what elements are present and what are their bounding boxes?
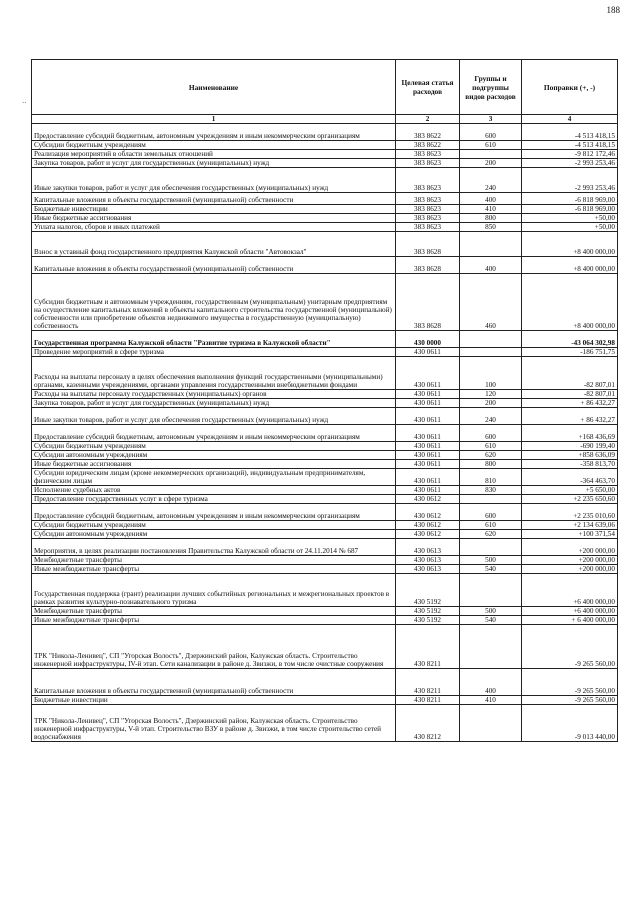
row-expense-group: 540: [460, 565, 522, 574]
row-name: Предоставление субсидий бюджетным, автономным учреждениям и иным некоммерческим организациям: [32, 425, 396, 442]
row-name: Субсидии автономным учреждениям: [32, 530, 396, 539]
row-name: Капитальные вложения в объекты государственной (муниципальной) собственности: [32, 193, 396, 205]
row-amount: -82 807,01: [522, 357, 618, 390]
row-amount: -2 993 253,46: [522, 168, 618, 193]
column-number: 2: [396, 115, 460, 124]
header-group: Группы и подгруппы видов расходов: [460, 60, 522, 115]
row-target-code: 430 0612: [396, 504, 460, 521]
header-amount: Поправки (+, -): [522, 60, 618, 115]
table-row: [32, 274, 618, 331]
row-expense-group: 120: [460, 390, 522, 399]
page-number: 188: [606, 5, 620, 15]
row-expense-group: [460, 495, 522, 504]
row-target-code: 430 0611: [396, 460, 460, 469]
row-target-code: 430 8211: [396, 669, 460, 696]
row-name: Субсидии юридическим лицам (кроме некоммерческих организаций), индивидуальным предпринимателям, физическим лицам: [32, 469, 396, 486]
row-name: Иные межбюджетные трансферты: [32, 616, 396, 625]
row-amount: +50,00: [522, 214, 618, 223]
row-name: Иные межбюджетные трансферты: [32, 565, 396, 574]
table-row: [32, 530, 618, 539]
row-target-code: 383 8628: [396, 274, 460, 331]
row-expense-group: 200: [460, 159, 522, 168]
table-row: [32, 705, 618, 742]
row-name: Бюджетные инвестиции: [32, 205, 396, 214]
row-target-code: 430 0611: [396, 408, 460, 425]
table-row: [32, 159, 618, 168]
row-name: Предоставление субсидий бюджетным, автономным учреждениям и иным некоммерческим организациям: [32, 124, 396, 141]
table-row: [32, 205, 618, 214]
row-amount: +200 000,00: [522, 565, 618, 574]
table-row: [32, 504, 618, 521]
row-amount: +8 400 000,00: [522, 257, 618, 274]
row-expense-group: [460, 348, 522, 357]
row-name: Реализация мероприятий в области земельных отношений: [32, 150, 396, 159]
row-name: ТРК "Никола-Ленивец", СП "Угорская Волость", Дзержинский район, Калужская область. Строительство инженерной инфраструктуры, V-й этап. Строительство ВЗУ в районе д. Звизжи, в том числе строительство сетей водоснабжения: [32, 705, 396, 742]
row-amount: -6 818 969,00: [522, 193, 618, 205]
row-expense-group: 830: [460, 486, 522, 495]
table-body: [32, 124, 618, 742]
table-row: [32, 390, 618, 399]
table-row: [32, 348, 618, 357]
budget-amendments-table: [31, 59, 618, 742]
row-expense-group: 810: [460, 469, 522, 486]
row-name: Исполнение судебных актов: [32, 486, 396, 495]
row-target-code: 430 0612: [396, 530, 460, 539]
row-expense-group: 400: [460, 193, 522, 205]
row-expense-group: 410: [460, 205, 522, 214]
row-target-code: 383 8623: [396, 193, 460, 205]
row-expense-group: 100: [460, 357, 522, 390]
row-name: Иные бюджетные ассигнования: [32, 214, 396, 223]
row-amount: +168 436,69: [522, 425, 618, 442]
row-target-code: 430 0611: [396, 425, 460, 442]
column-number: 3: [460, 115, 522, 124]
row-expense-group: 600: [460, 124, 522, 141]
row-name: Межбюджетные трансферты: [32, 607, 396, 616]
table-row: [32, 565, 618, 574]
row-target-code: 430 0000: [396, 331, 460, 348]
row-amount: +2 235 010,60: [522, 504, 618, 521]
table-row: [32, 669, 618, 696]
row-amount: -4 513 418,15: [522, 141, 618, 150]
row-target-code: 430 0611: [396, 390, 460, 399]
row-target-code: 383 8628: [396, 257, 460, 274]
row-expense-group: [460, 625, 522, 669]
row-name: Закупка товаров, работ и услуг для государственных (муниципальных) нужд: [32, 159, 396, 168]
row-target-code: 383 8622: [396, 141, 460, 150]
row-expense-group: [460, 574, 522, 607]
table-row: [32, 469, 618, 486]
row-expense-group: 800: [460, 214, 522, 223]
row-amount: +200 000,00: [522, 539, 618, 556]
table-row: [32, 696, 618, 705]
row-expense-group: 400: [460, 669, 522, 696]
column-number: 1: [32, 115, 396, 124]
row-amount: -9 265 560,00: [522, 696, 618, 705]
row-name: Иные закупки товаров, работ и услуг для обеспечения государственных (муниципальных) нужд: [32, 408, 396, 425]
row-amount: -9 812 172,46: [522, 150, 618, 159]
row-amount: +50,00: [522, 223, 618, 232]
row-target-code: 430 0611: [396, 357, 460, 390]
row-name: Иные закупки товаров, работ и услуг для обеспечения государственных (муниципальных) нужд: [32, 168, 396, 193]
row-target-code: 430 8212: [396, 705, 460, 742]
row-name: Проведение мероприятий в сфере туризма: [32, 348, 396, 357]
row-target-code: 383 8628: [396, 232, 460, 257]
table-row: [32, 141, 618, 150]
table-row: [32, 425, 618, 442]
table-row: [32, 357, 618, 390]
row-expense-group: [460, 150, 522, 159]
row-expense-group: 460: [460, 274, 522, 331]
header-code: Целевая статья расходов: [396, 60, 460, 115]
row-expense-group: 610: [460, 442, 522, 451]
row-amount: -2 993 253,46: [522, 159, 618, 168]
row-amount: +8 400 000,00: [522, 232, 618, 257]
table-header-row: [32, 60, 618, 115]
table-row: [32, 451, 618, 460]
table-row: [32, 124, 618, 141]
table-row: [32, 486, 618, 495]
row-amount: +100 371,54: [522, 530, 618, 539]
table-row: [32, 616, 618, 625]
row-target-code: 430 5192: [396, 616, 460, 625]
row-target-code: 430 5192: [396, 574, 460, 607]
row-name: Субсидии автономным учреждениям: [32, 451, 396, 460]
row-target-code: 430 0612: [396, 495, 460, 504]
row-expense-group: 850: [460, 223, 522, 232]
row-amount: -358 813,70: [522, 460, 618, 469]
row-amount: -4 513 418,15: [522, 124, 618, 141]
row-amount: -186 751,75: [522, 348, 618, 357]
table-row: [32, 495, 618, 504]
row-name: Субсидии бюджетным учреждениям: [32, 442, 396, 451]
row-target-code: 430 0611: [396, 399, 460, 408]
table-row: [32, 214, 618, 223]
row-amount: +2 134 639,06: [522, 521, 618, 530]
row-expense-group: 540: [460, 616, 522, 625]
table-row: [32, 399, 618, 408]
table-row: [32, 625, 618, 669]
row-target-code: 430 0611: [396, 469, 460, 486]
row-amount: +5 650,00: [522, 486, 618, 495]
table-row: [32, 408, 618, 425]
row-expense-group: [460, 232, 522, 257]
row-expense-group: 500: [460, 607, 522, 616]
row-expense-group: 620: [460, 451, 522, 460]
header-name: Наименование: [32, 60, 396, 115]
row-target-code: 383 8623: [396, 159, 460, 168]
row-name: Иные бюджетные ассигнования: [32, 460, 396, 469]
table-row: [32, 607, 618, 616]
row-name: Государственная программа Калужской области "Развитие туризма в Калужской области": [32, 331, 396, 348]
row-expense-group: 500: [460, 556, 522, 565]
row-expense-group: 620: [460, 530, 522, 539]
row-name: Капитальные вложения в объекты государственной (муниципальной) собственности: [32, 257, 396, 274]
row-name: ТРК "Никола-Ленивец", СП "Угорская Волость", Дзержинский район, Калужская область. Строительство инженерной инфраструктуры, IV-й этап. Сети канализации в районе д. Звизжи, в том числе очистные сооружения: [32, 625, 396, 669]
table-row: [32, 232, 618, 257]
row-name: Капитальные вложения в объекты государственной (муниципальной) собственности: [32, 669, 396, 696]
row-name: Государственная поддержка (грант) реализации лучших событийных региональных и межрегиональных проектов в рамках развития культурно-познавательного туризма: [32, 574, 396, 607]
row-target-code: 383 8623: [396, 205, 460, 214]
column-number: 4: [522, 115, 618, 124]
row-expense-group: 610: [460, 141, 522, 150]
row-amount: + 86 432,27: [522, 408, 618, 425]
row-target-code: 430 0613: [396, 556, 460, 565]
table-row: [32, 442, 618, 451]
table-row: [32, 331, 618, 348]
row-expense-group: 610: [460, 521, 522, 530]
row-expense-group: [460, 331, 522, 348]
row-target-code: 430 0611: [396, 451, 460, 460]
row-target-code: 383 8623: [396, 168, 460, 193]
row-target-code: 430 8211: [396, 625, 460, 669]
row-target-code: 430 5192: [396, 607, 460, 616]
row-amount: -82 807,01: [522, 390, 618, 399]
margin-mark: ..: [22, 95, 27, 105]
row-amount: -690 199,40: [522, 442, 618, 451]
row-amount: -43 064 302,98: [522, 331, 618, 348]
row-name: Межбюджетные трансферты: [32, 556, 396, 565]
row-expense-group: 600: [460, 504, 522, 521]
row-name: Расходы на выплаты персоналу в целях обеспечения выполнения функций государственными (муниципальными) органами, казенными учреждениями, органами управления государственными внебюджетными фондами: [32, 357, 396, 390]
row-expense-group: [460, 539, 522, 556]
row-target-code: 430 8211: [396, 696, 460, 705]
row-expense-group: 800: [460, 460, 522, 469]
row-amount: -364 463,70: [522, 469, 618, 486]
row-target-code: 430 0611: [396, 442, 460, 451]
row-amount: -9 013 440,00: [522, 705, 618, 742]
row-name: Субсидии бюджетным учреждениям: [32, 521, 396, 530]
row-target-code: 430 0611: [396, 348, 460, 357]
table-row: [32, 150, 618, 159]
row-target-code: 383 8623: [396, 223, 460, 232]
row-name: Расходы на выплаты персоналу государственных (муниципальных) органов: [32, 390, 396, 399]
row-amount: +8 400 000,00: [522, 274, 618, 331]
row-name: Бюджетные инвестиции: [32, 696, 396, 705]
row-amount: +858 636,09: [522, 451, 618, 460]
row-name: Мероприятия, в целях реализации постановления Правительства Калужской области от 24.11.2014 № 687: [32, 539, 396, 556]
table-row: [32, 556, 618, 565]
row-target-code: 383 8622: [396, 124, 460, 141]
table-row: [32, 539, 618, 556]
table-row: [32, 521, 618, 530]
row-name: Предоставление государственных услуг в сфере туризма: [32, 495, 396, 504]
row-name: Предоставление субсидий бюджетным, автономным учреждениям и иным некоммерческим организациям: [32, 504, 396, 521]
row-target-code: 430 0612: [396, 521, 460, 530]
row-expense-group: 410: [460, 696, 522, 705]
column-number-row: [32, 115, 618, 124]
row-expense-group: 200: [460, 399, 522, 408]
table-row: [32, 574, 618, 607]
row-expense-group: 400: [460, 257, 522, 274]
table-row: [32, 168, 618, 193]
table-row: [32, 460, 618, 469]
row-amount: + 86 432,27: [522, 399, 618, 408]
row-expense-group: 600: [460, 425, 522, 442]
row-amount: +6 400 000,00: [522, 607, 618, 616]
row-amount: +200 000,00: [522, 556, 618, 565]
row-amount: +2 235 650,60: [522, 495, 618, 504]
row-name: Уплата налогов, сборов и иных платежей: [32, 223, 396, 232]
row-target-code: 430 0613: [396, 565, 460, 574]
table-row: [32, 257, 618, 274]
row-target-code: 383 8623: [396, 150, 460, 159]
table-row: [32, 223, 618, 232]
table-row: [32, 193, 618, 205]
row-amount: -9 265 560,00: [522, 625, 618, 669]
row-amount: -6 818 969,00: [522, 205, 618, 214]
row-expense-group: 240: [460, 408, 522, 425]
row-target-code: 430 0613: [396, 539, 460, 556]
row-name: Закупка товаров, работ и услуг для государственных (муниципальных) нужд: [32, 399, 396, 408]
row-target-code: 383 8623: [396, 214, 460, 223]
row-name: Субсидии бюджетным и автономным учреждениям, государственным (муниципальным) унитарным предприятиям на осуществление капитальных вложений в объекты капитального строительства государственной (муниципальной) собственности или приобретение объектов недвижимого имущества в государственную (муниципальную) собственность: [32, 274, 396, 331]
row-amount: -9 265 560,00: [522, 669, 618, 696]
row-amount: + 6 400 000,00: [522, 616, 618, 625]
row-name: Взнос в уставный фонд государственного предприятия Калужской области "Автовокзал": [32, 232, 396, 257]
row-target-code: 430 0611: [396, 486, 460, 495]
row-expense-group: 240: [460, 168, 522, 193]
row-amount: +6 400 000,00: [522, 574, 618, 607]
row-expense-group: [460, 705, 522, 742]
row-name: Субсидии бюджетным учреждениям: [32, 141, 396, 150]
